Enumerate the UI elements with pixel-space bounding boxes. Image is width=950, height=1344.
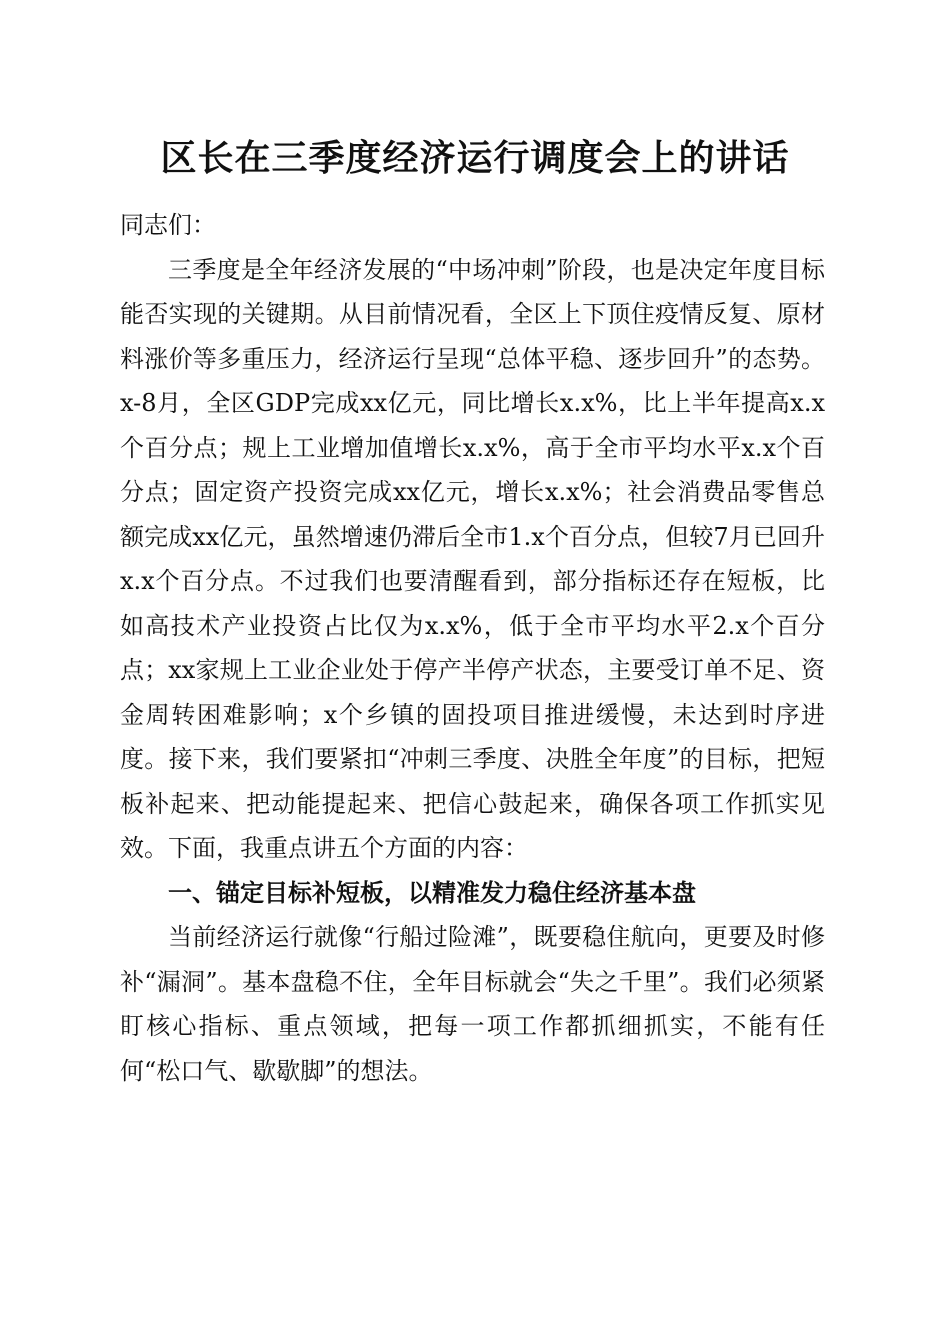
salutation: 同志们： — [120, 211, 216, 239]
document-body — [120, 203, 825, 1093]
section-1-paragraph: 当前经济运行就像“行船过险滩”，既要稳住航向，更要及时修补“漏洞”。基本盘稳不住，全年目标就会“失之千里”。我们必须紧盯核心指标、重点领域，把每一项工作都抓细抓实，不能有任何“松口气、歇歇脚”的想法。 — [120, 923, 825, 1085]
section-1-heading: 一、锚定目标补短板，以精准发力稳住经济基本盘 — [168, 878, 696, 907]
intro-paragraph: 三季度是全年经济发展的“中场冲刺”阶段，也是决定年度目标能否实现的关键期。从目前情况看，全区上下顶住疫情反复、原材料涨价等多重压力，经济运行呈现“总体平稳、逐步回升”的态势。x-8月，全区GDP完成xx亿元，同比增长x.x%，比上半年提高x.x个百分点；规上工业增加值增长x.x%，高于全市平均水平x.x个百分点；固定资产投资完成xx亿元，增长x.x%；社会消费品零售总额完成xx亿元，虽然增速仍滞后全市1.x个百分点，但较7月已回升x.x个百分点。不过我们也要清醒看到，部分指标还存在短板，比如高技术产业投资占比仅为x.x%，低于全市平均水平2.x个百分点；xx家规上工业企业处于停产半停产状态，主要受订单不足、资金周转困难影响；x个乡镇的固投项目推进缓慢，未达到时序进度。接下来，我们要紧扣“冲刺三季度、决胜全年度”的目标，把短板补起来、把动能提起来、把信心鼓起来，确保各项工作抓实见效。下面，我重点讲五个方面的内容： — [120, 255, 825, 862]
document-title: 区长在三季度经济运行调度会上的讲话 — [160, 137, 790, 179]
